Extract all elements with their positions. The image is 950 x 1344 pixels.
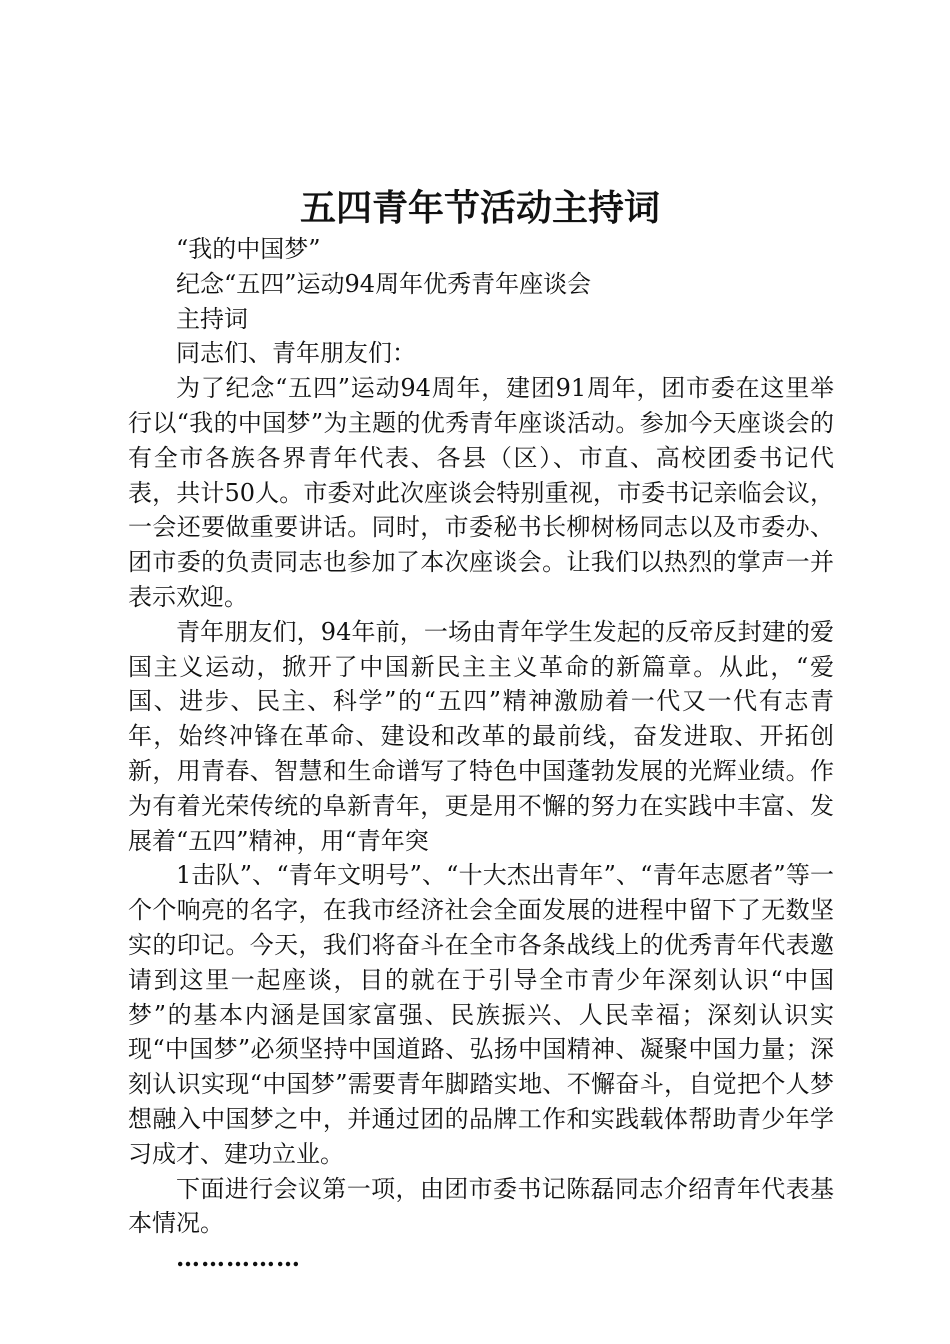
subtitle-line: “我的中国梦” (176, 235, 321, 263)
ellipsis-line: …………… (176, 1243, 301, 1273)
paragraph-next-item: 下面进行会议第一项，由团市委书记陈磊同志介绍青年代表基本情况。 (128, 1174, 834, 1238)
salutation-line: 同志们、青年朋友们： (176, 339, 416, 368)
document-body (128, 232, 834, 1276)
paragraph-intro: 为了纪念“五四”运动94周年，建团91周年，团市委在这里举行以“我的中国梦”为主题的优秀青年座谈活动。参加今天座谈会的有全市各族各界青年代表、各县（区）、市直、高校团委书记代表，共计50人。市委对此次座谈会特别重视，市委书记亲临会议，一会还要做重要讲话。同时，市委秘书长柳树杨同志以及市委办、团市委的负责同志也参加了本次座谈会。让我们以热烈的掌声一并表示欢迎。 (128, 374, 834, 611)
paragraph-history: 青年朋友们，94年前，一场由青年学生发起的反帝反封建的爱国主义运动，掀开了中国新民主主义革命的新篇章。从此，“爱国、进步、民主、科学”的“五四”精神激励着一代又一代有志青年，始终冲锋在革命、建设和改革的最前线，奋发进取、开拓创新，用青春、智慧和生命谱写了特色中国蓬勃发展的光辉业绩。作为有着光荣传统的阜新青年，更是用不懈的努力在实践中丰富、发展着“五四”精神，用“青年突 (128, 617, 834, 855)
document-title: 五四青年节活动主持词 (299, 187, 660, 229)
heading-line: 主持词 (176, 304, 248, 333)
event-name-line: 纪念“五四”运动94周年优秀青年座谈会 (176, 269, 592, 298)
paragraph-purpose: 1击队”、“青年文明号”、“十大杰出青年”、“青年志愿者”等一个个响亮的名字，在我市经济社会全面发展的进程中留下了无数坚实的印记。今天，我们将奋斗在全市各条战线上的优秀青年代表邀请到这里一起座谈，目的就在于引导全市青少年深刻认识“中国梦”的基本内涵是国家富强、民族振兴、人民幸福；深刻认识实现“中国梦”必须坚持中国道路、弘扬中国精神、凝聚中国力量；深刻认识实现“中国梦”需要青年脚踏实地、不懈奋斗，自觉把个人梦想融入中国梦之中，并通过团的品牌工作和实践载体帮助青少年学习成才、建功立业。 (128, 861, 834, 1168)
